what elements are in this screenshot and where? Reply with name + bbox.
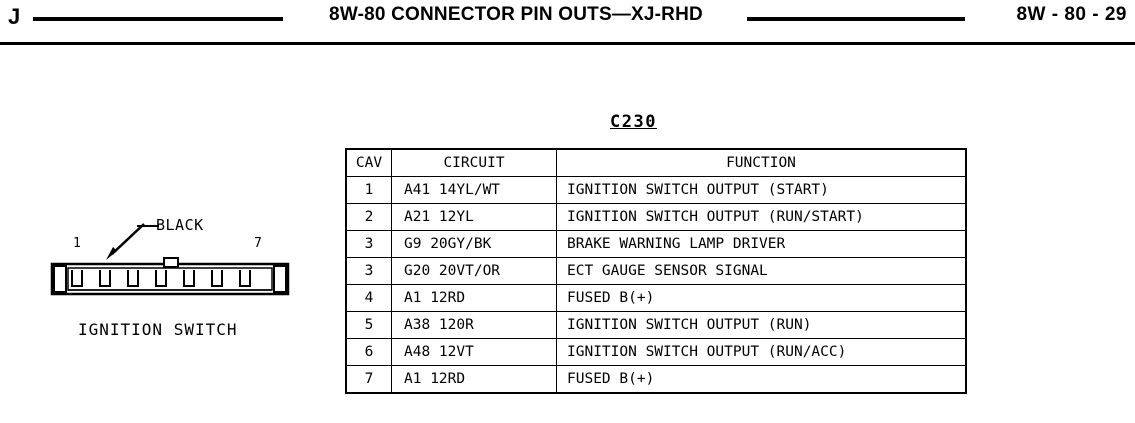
page-number: 8W - 80 - 29 xyxy=(1016,4,1127,25)
connector-id-title: C230 xyxy=(610,112,657,132)
column-header-circuit: CIRCUIT xyxy=(392,149,557,177)
header-rule-right xyxy=(747,17,965,21)
cell-circuit: A48 12VT xyxy=(392,339,557,366)
cell-circuit: A1 12RD xyxy=(392,285,557,312)
connector-body-icon xyxy=(50,255,290,305)
pinout-table xyxy=(345,148,967,394)
table-row xyxy=(346,285,966,312)
cell-circuit: A21 12YL xyxy=(392,204,557,231)
page-title: 8W-80 CONNECTOR PIN OUTS—XJ-RHD xyxy=(329,4,703,25)
cell-circuit: G20 20VT/OR xyxy=(392,258,557,285)
table-header-row xyxy=(346,149,966,177)
cell-function: IGNITION SWITCH OUTPUT (RUN) xyxy=(557,312,967,339)
connector-illustration xyxy=(40,210,300,350)
cell-function: IGNITION SWITCH OUTPUT (RUN/ACC) xyxy=(557,339,967,366)
connector-caption: IGNITION SWITCH xyxy=(78,320,238,339)
cell-cav: 6 xyxy=(346,339,392,366)
table-row xyxy=(346,177,966,204)
cell-function: ECT GAUGE SENSOR SIGNAL xyxy=(557,258,967,285)
cell-circuit: A41 14YL/WT xyxy=(392,177,557,204)
table-row xyxy=(346,312,966,339)
table-row xyxy=(346,339,966,366)
cell-function: IGNITION SWITCH OUTPUT (RUN/START) xyxy=(557,204,967,231)
table-row xyxy=(346,366,966,394)
table-row xyxy=(346,231,966,258)
cell-function: FUSED B(+) xyxy=(557,366,967,394)
cell-function: FUSED B(+) xyxy=(557,285,967,312)
connector-pin-number-last: 7 xyxy=(254,236,262,251)
cell-cav: 2 xyxy=(346,204,392,231)
header-rule-left xyxy=(33,17,283,21)
cell-cav: 4 xyxy=(346,285,392,312)
cell-cav: 1 xyxy=(346,177,392,204)
header-underline xyxy=(0,42,1135,45)
table-row xyxy=(346,204,966,231)
section-letter: J xyxy=(8,4,21,29)
cell-circuit: A1 12RD xyxy=(392,366,557,394)
cell-cav: 5 xyxy=(346,312,392,339)
table-row xyxy=(346,258,966,285)
column-header-function: FUNCTION xyxy=(557,149,967,177)
page-header xyxy=(0,0,1135,44)
connector-pin-number-first: 1 xyxy=(73,236,81,251)
cell-function: BRAKE WARNING LAMP DRIVER xyxy=(557,231,967,258)
cell-function: IGNITION SWITCH OUTPUT (START) xyxy=(557,177,967,204)
cell-circuit: A38 120R xyxy=(392,312,557,339)
cell-cav: 7 xyxy=(346,366,392,394)
column-header-cav: CAV xyxy=(346,149,392,177)
cell-cav: 3 xyxy=(346,231,392,258)
connector-color-label: BLACK xyxy=(156,216,204,234)
cell-cav: 3 xyxy=(346,258,392,285)
cell-circuit: G9 20GY/BK xyxy=(392,231,557,258)
